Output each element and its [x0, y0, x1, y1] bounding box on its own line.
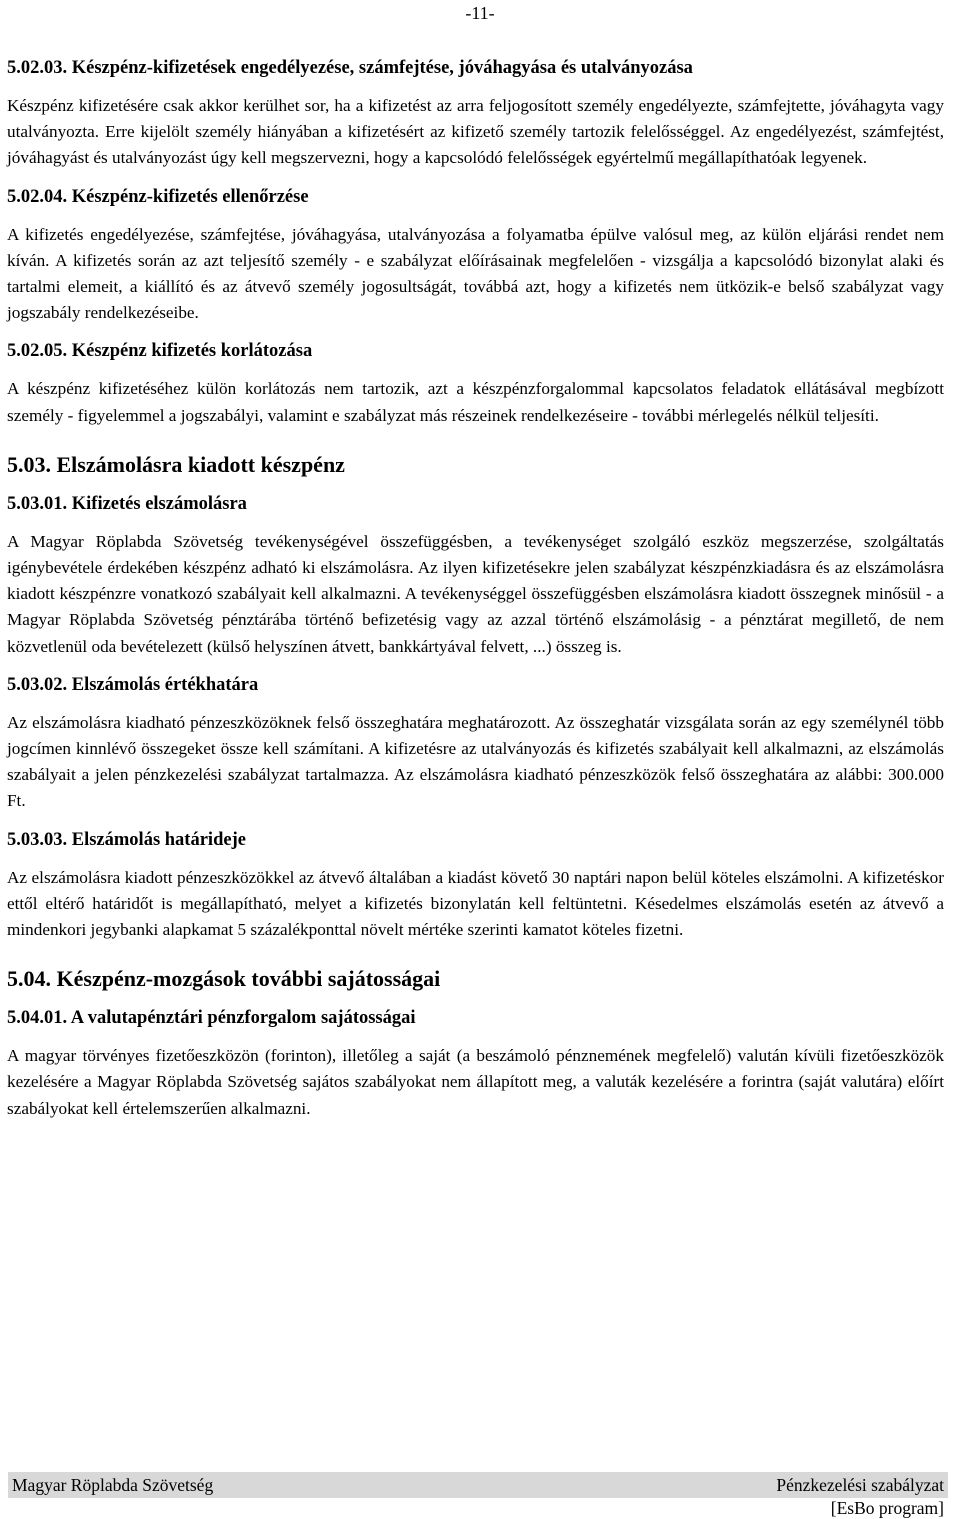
section-paragraph-5-03-03: Az elszámolásra kiadott pénzeszközökkel az átvevő általában a kiadást követő 30 naptári napon belül köteles elszámolni. A kifizetéskor ettől eltérő határidőt is megállapítható, melyet a kifizetés bizonylatán kell feltüntetni. Késedelmes elszámolás esetén az átvevő a mindenkori jegybanki alapkamat 5 százalékponttal növelt mértéke szerinti kamatot köteles fizetni. [7, 867, 944, 940]
page-number: -11- [465, 3, 495, 23]
section-paragraph-5-04-01: A magyar törvényes fizetőeszközön (forinton), illetőleg a saját (a beszámoló pénznemének megfelelő) valután kívüli fizetőeszközök kezelésére a Magyar Röplabda Szövetség sajátos szabályokat nem állapított meg, a valuták kezelésére a forintra (saját valutára) előírt szabályokat kell értelemszerűen alkalmazni. [7, 1046, 944, 1118]
footer-program: [EsBo program] [830, 1498, 944, 1518]
section-paragraph-5-02-03: Készpénz kifizetésére csak akkor kerülhet sor, ha a kifizetést az arra feljogosított személy engedélyezte, számfejtette, jóváhagyta vagy utalványozta. Erre kijelölt személy hiányában a kifizetésért az kifizető személy tartozik felelősséggel. Az engedélyezést, számfejtést, jóváhagyást és utalványozást úgy kell megszervezni, hogy a kapcsolódó felelősségek egyértelmű megállapíthatóak legyenek. [7, 96, 944, 168]
section-heading-5-03-02: 5.03.02. Elszámolás értékhatára [7, 674, 259, 695]
section-paragraph-5-02-05: A készpénz kifizetéséhez külön korlátozás nem tartozik, azt a készpénzforgalommal kapcsolatos feladatok ellátásával megbízott személy - figyelemmel a jogszabályi, valamint e szabályzat más részeinek rendelkezéseire - további mérlegelés nélkül teljesíti. [7, 379, 944, 425]
section-heading-5-04-01: 5.04.01. A valutapénztári pénzforgalom sajátosságai [7, 1008, 416, 1029]
section-paragraph-5-03-01: A Magyar Röplabda Szövetség tevékenységével összefüggésben, a tevékenységet szolgáló eszköz megszerzése, szolgáltatás igénybevétele érdekében készpénz adható ki elszámolásra. Az ilyen kifizetésekre jelen szabályzat készpénzkiadásra és az elszámolásra kiadott készpénzre vonatkozó szabályait kell alkalmazni. A tevékenységgel összefüggésben elszámolásra kiadott összegnek minősül - a Magyar Röplabda Szövetség pénztárába történő befizetésig vagy az azzal történő elszámolásig - a pénztárat megillető, de nem közvetlenül oda bevételezett (külső helyszínen átvett, bankkártyával felvett, ...) összeg is. [7, 531, 944, 656]
section-heading-5-02-03: 5.02.03. Készpénz-kifizetések engedélyezése, számfejtése, jóváhagyása és utalványozása [7, 58, 693, 78]
footer-organization: Magyar Röplabda Szövetség [12, 1475, 214, 1495]
section-heading-5-04: 5.04. Készpénz-mozgások további sajátosságai [7, 966, 441, 992]
section-heading-5-02-04: 5.02.04. Készpénz-kifizetés ellenőrzése [7, 186, 309, 207]
section-paragraph-5-03-02: Az elszámolásra kiadható pénzeszközöknek felső összeghatára meghatározott. Az összeghatár vizsgálata során az egy személynél több jogcímen kinnlévő összegeket össze kell számítani. A kifizetésre az utalványozás és kifizetés szabályait kell alkalmazni, az elszámolás szabályait a jelen pénzkezelési szabályzat tartalmazza. Az elszámolásra kiadható pénzeszközök felső összeghatára az alábbi: 300.000 Ft. [7, 712, 944, 811]
section-heading-5-02-05: 5.02.05. Készpénz kifizetés korlátozása [7, 341, 313, 362]
document-body [7, 56, 944, 1122]
section-paragraph-5-02-04: A kifizetés engedélyezése, számfejtése, jóváhagyása, utalványozása a folyamatba épülve valósul meg, az külön eljárási rendet nem kíván. A kifizetés során az azt teljesítő személy - e szabályzat előírásainak megfelelően - vizsgálja a kapcsolódó bizonylat alaki és tartalmi elemeit, a kiállító és az átvevő személy jogosultságát, továbbá azt, hogy a kifizetés nem ütközik-e belső szabályzat vagy jogszabály rendelkezéseibe. [7, 224, 944, 323]
section-heading-5-03-03: 5.03.03. Elszámolás határideje [7, 829, 246, 850]
footer-document-title: Pénzkezelési szabályzat [776, 1475, 944, 1495]
footer-bar [8, 1472, 948, 1498]
section-heading-5-03: 5.03. Elszámolásra kiadott készpénz [7, 451, 345, 477]
section-heading-5-03-01: 5.03.01. Kifizetés elszámolásra [7, 493, 247, 514]
